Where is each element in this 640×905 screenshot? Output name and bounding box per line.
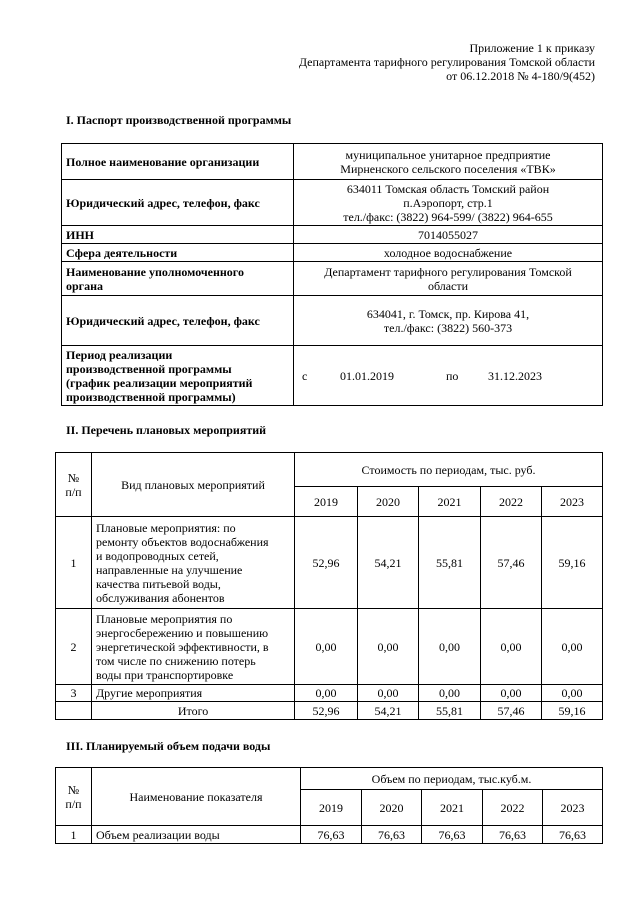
cell-value: 55,81 [419, 517, 481, 609]
label-line: Период реализации [66, 347, 173, 362]
cell-value: 0,00 [295, 685, 358, 702]
value-line: п.Аэропорт, стр.1 [403, 195, 493, 210]
table-header-row [56, 768, 603, 790]
cell-value: 0,00 [542, 685, 603, 702]
row-name [92, 517, 295, 609]
period-to: 31.12.2023 [488, 368, 542, 383]
period-from-word: с [302, 368, 308, 383]
table-row [62, 346, 603, 406]
value-line: 634011 Томская область Томский район [346, 181, 550, 196]
row-num: 2 [56, 609, 92, 685]
label-line: производственной программы [66, 361, 232, 376]
header-line: п/п [65, 796, 82, 811]
year-header: 2021 [422, 790, 483, 826]
cell-value: 76,63 [483, 826, 543, 844]
table-row [56, 517, 603, 609]
year-header: 2021 [419, 487, 481, 517]
name-line: направленные на улучшение [96, 562, 243, 577]
name-line: том числе по снижению потерь [96, 653, 256, 668]
table-row [56, 609, 603, 685]
year-header: 2019 [301, 790, 362, 826]
name-line: Плановые мероприятия по [96, 611, 233, 626]
total-value: 52,96 [295, 702, 358, 720]
col-name-header: Вид плановых мероприятий [92, 453, 295, 517]
cell-value: 54,21 [358, 517, 419, 609]
year-header: 2020 [362, 790, 422, 826]
col-num-header [56, 768, 92, 826]
value-line: муниципальное унитарное предприятие [345, 147, 551, 162]
header-line-3: от 06.12.2018 № 4-180/9(452) [446, 69, 595, 83]
name-line: Плановые мероприятия: по [96, 520, 236, 535]
row-value [294, 296, 603, 346]
table-row [62, 144, 603, 180]
year-header: 2023 [542, 487, 603, 517]
col-num-header [56, 453, 92, 517]
water-volume-table [55, 767, 603, 844]
table-row [56, 826, 603, 844]
label-line: органа [66, 278, 104, 293]
row-value [294, 144, 603, 180]
cell-value: 76,63 [301, 826, 362, 844]
value-line: Департамент тарифного регулирования Томской [324, 264, 572, 279]
value-line: области [427, 278, 469, 293]
row-value [294, 180, 603, 226]
cell-value: 76,63 [422, 826, 483, 844]
cell-value: 0,00 [295, 609, 358, 685]
cell-value: 76,63 [362, 826, 422, 844]
year-header: 2020 [358, 487, 419, 517]
row-label: Сфера деятельности [62, 244, 294, 262]
header-line: № [67, 470, 80, 485]
name-line: и водопроводных сетей, [96, 548, 219, 563]
total-num [56, 702, 92, 720]
name-line: ремонту объектов водоснабжения [96, 534, 269, 549]
activities-table [55, 452, 603, 720]
section-2-title: II. Перечень плановых мероприятий [66, 423, 267, 437]
cell-value: 57,46 [481, 517, 542, 609]
table-header-row [56, 453, 603, 487]
table-row [62, 244, 603, 262]
section-3-title: III. Планируемый объем подачи воды [66, 739, 271, 753]
period-value [294, 346, 603, 406]
cell-value: 59,16 [542, 517, 603, 609]
passport-table [61, 143, 603, 406]
cell-value: 0,00 [358, 685, 419, 702]
col-name-header: Наименование показателя [92, 768, 301, 826]
value-line: тел./факс: (3822) 964-599/ (3822) 964-655 [343, 209, 553, 224]
row-label [62, 262, 294, 296]
label-line: производственной программы) [66, 389, 236, 404]
value-line: Мирненского сельского поселения «ТВК» [340, 161, 556, 176]
table-row [62, 296, 603, 346]
row-label: Юридический адрес, телефон, факс [62, 180, 294, 226]
label-line: Наименование уполномоченного [66, 264, 244, 279]
name-line: обслуживания абонентов [96, 590, 225, 605]
table-row [56, 685, 603, 702]
row-name [92, 609, 295, 685]
row-num: 3 [56, 685, 92, 702]
col-group-header: Объем по периодам, тыс.куб.м. [301, 768, 603, 790]
header-line: № [67, 782, 80, 797]
value-line: 634041, г. Томск, пр. Кирова 41, [366, 306, 530, 321]
total-label: Итого [92, 702, 295, 720]
col-group-header: Стоимость по периодам, тыс. руб. [295, 453, 603, 487]
cell-value: 0,00 [419, 609, 481, 685]
total-value: 57,46 [481, 702, 542, 720]
table-row [62, 180, 603, 226]
table-row [62, 262, 603, 296]
row-name: Объем реализации воды [92, 826, 301, 844]
document-header [299, 41, 595, 83]
cell-value: 0,00 [419, 685, 481, 702]
period-to-word: по [446, 368, 459, 383]
name-line: воды при транспортировке [96, 667, 234, 682]
label-line: (график реализации мероприятий [66, 375, 253, 390]
row-value [294, 262, 603, 296]
header-line-1: Приложение 1 к приказу [469, 41, 595, 55]
name-line: качества питьевой воды, [96, 576, 221, 591]
row-num: 1 [56, 517, 92, 609]
row-value: 7014055027 [294, 226, 603, 244]
year-header: 2023 [543, 790, 603, 826]
name-line: энергосбережению и повышению [96, 625, 269, 640]
name-line: энергетической эффективности, в [96, 639, 269, 654]
cell-value: 0,00 [481, 685, 542, 702]
cell-value: 52,96 [295, 517, 358, 609]
value-line: тел./факс: (3822) 560-373 [383, 320, 513, 335]
section-1-title: I. Паспорт производственной программы [66, 113, 292, 127]
row-value: холодное водоснабжение [294, 244, 603, 262]
cell-value: 0,00 [358, 609, 419, 685]
year-header: 2022 [481, 487, 542, 517]
cell-value: 76,63 [543, 826, 603, 844]
row-label: Полное наименование организации [62, 144, 294, 180]
header-line-2: Департамента тарифного регулирования Томской области [298, 55, 595, 69]
header-line: п/п [65, 484, 82, 499]
total-row [56, 702, 603, 720]
cell-value: 0,00 [481, 609, 542, 685]
row-num: 1 [56, 826, 92, 844]
row-name: Другие мероприятия [92, 685, 295, 702]
row-label: ИНН [62, 226, 294, 244]
cell-value: 0,00 [542, 609, 603, 685]
total-value: 54,21 [358, 702, 419, 720]
table-row [62, 226, 603, 244]
year-header: 2019 [295, 487, 358, 517]
total-value: 59,16 [542, 702, 603, 720]
row-label [62, 346, 294, 406]
period-from: 01.01.2019 [340, 368, 394, 383]
row-label: Юридический адрес, телефон, факс [62, 296, 294, 346]
year-header: 2022 [483, 790, 543, 826]
total-value: 55,81 [419, 702, 481, 720]
